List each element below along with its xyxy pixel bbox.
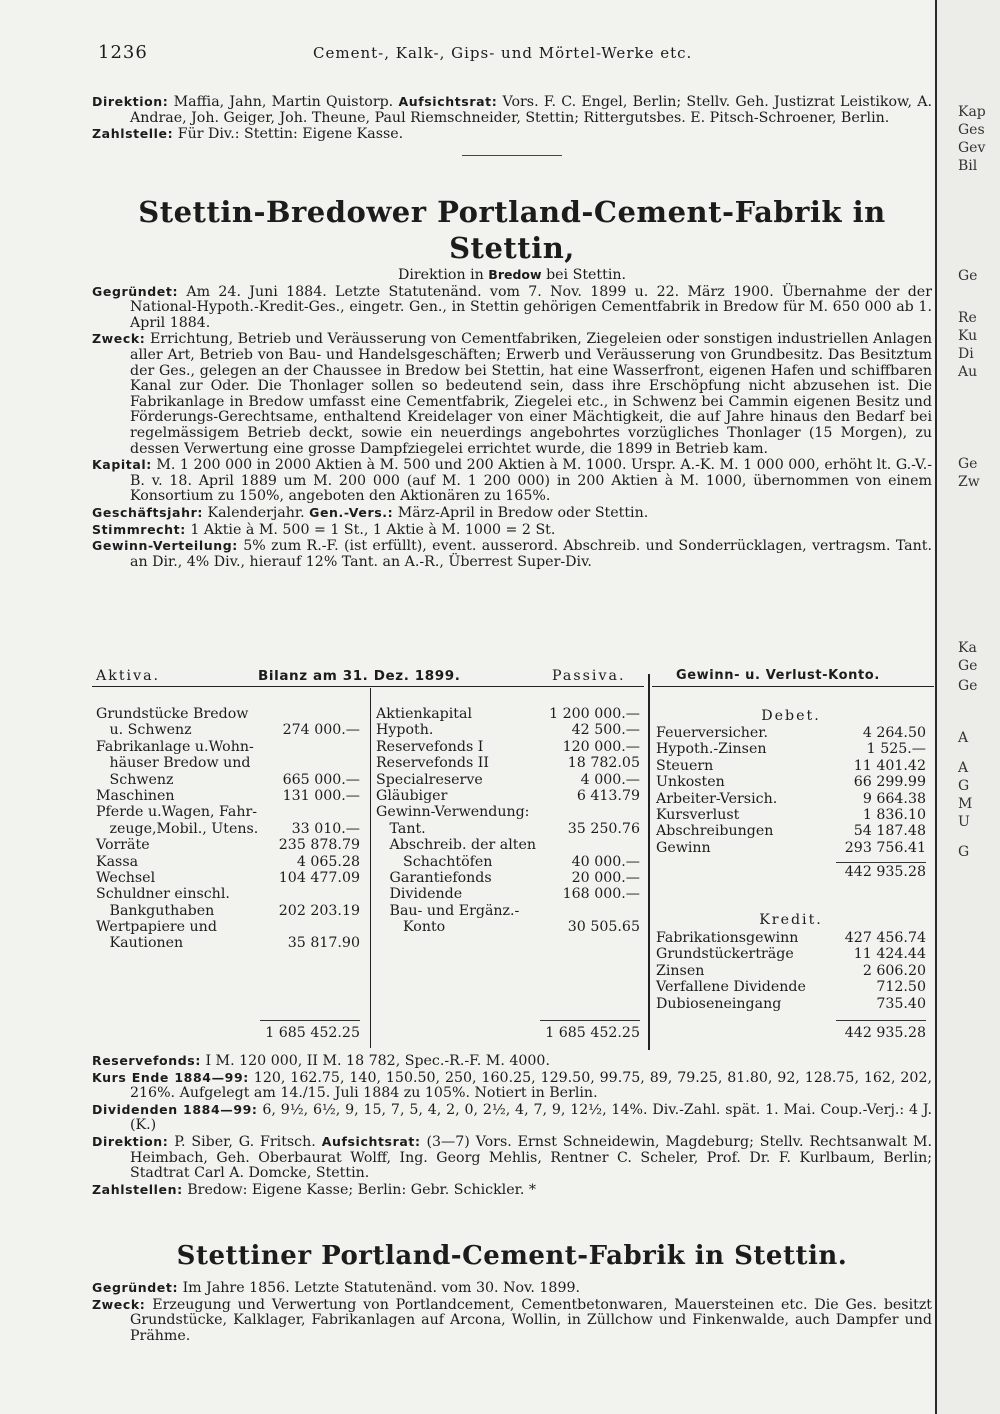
debet-column: [656, 725, 926, 856]
passiva-row-value: 168 000.—: [562, 886, 640, 903]
gegruendet-text: Am 24. Juni 1884. Letzte Statutenänd. vom 7. Nov. 1899 u. 22. März 1900. Übernahme der der National-Hypoth.-Kredit-Ges., eingetr. Gen., in Stettin gehörigen Cementfabrik in Bredow für M. 650 000 ab 1. April 1884.: [130, 283, 932, 331]
prev-zahlstelle-paragraph: [92, 126, 932, 143]
aktiva-row-label: u. Schwenz: [96, 722, 192, 739]
kredit-row-label: Grundstückerträge: [656, 946, 794, 963]
edge-fragment: Ges: [958, 122, 985, 138]
debet-row: [656, 791, 926, 807]
balance-title: Bilanz am 31. Dez. 1899.: [258, 668, 461, 684]
running-title: Cement-, Kalk-, Gips- und Mörtel-Werke etc.: [313, 44, 693, 62]
debet-total: 442 935.28: [844, 864, 926, 880]
debet-row-value: 54 187.48: [853, 823, 926, 840]
kredit-row-label: Fabrikationsgewinn: [656, 930, 799, 946]
aktiva-row: [96, 837, 360, 853]
edge-fragment: Gev: [958, 140, 986, 156]
kredit-row: [656, 963, 926, 979]
debet-row-value: 11 401.42: [853, 757, 926, 774]
kapital-text: M. 1 200 000 in 2000 Aktien à M. 500 und 200 Aktien à M. 1000. Urspr. A.-K. M. 1 000 000, erhöht lt. G.-V.-B. v. 18. April 1889 um M. 200 000 (auf M. 1 200 000) in 200 Aktien à M. 1000, übernommen von einem Konsortium zu 150%, angeboten den Aktionären zu 165%.: [130, 457, 932, 505]
edge-fragment: G: [958, 778, 970, 794]
aktiva-row-label: Bankguthaben: [96, 902, 215, 919]
edge-fragment: U: [958, 814, 970, 830]
debet-row-value: 66 299.99: [853, 774, 926, 791]
passiva-row-value: 6 413.79: [576, 787, 640, 804]
aktiva-row-value: 35 817.90: [287, 935, 360, 952]
geschaeftsjahr-paragraph: [92, 505, 932, 522]
kredit-row-value: 427 456.74: [844, 930, 926, 946]
aktiva-row: [96, 739, 360, 755]
aktiva-column: [96, 706, 360, 952]
gegruendet-label: Gegründet:: [92, 283, 179, 299]
debet-row-value: 4 264.50: [862, 725, 926, 741]
company2-title: Stettiner Portland-Cement-Fabrik in Stettin.: [176, 1241, 848, 1271]
aktiva-row: [96, 804, 360, 820]
debet-row: [656, 823, 926, 839]
aktiva-row-label: Kautionen: [96, 935, 184, 952]
gv-konto-title: Gewinn- u. Verlust-Konto.: [676, 668, 880, 683]
passiva-row-label: Dividende: [376, 886, 463, 903]
debet-row-value: 293 756.41: [844, 839, 926, 856]
direktion-text: P. Siber, G. Fritsch.: [168, 1133, 322, 1150]
passiva-row-label: Konto: [376, 919, 446, 936]
edge-fragment: G: [958, 844, 970, 860]
company2-zweck-paragraph: [92, 1297, 932, 1345]
edge-fragment: Ka: [958, 640, 977, 656]
prev-direktion-paragraph: [92, 94, 932, 126]
kredit-total: 442 935.28: [844, 1025, 926, 1041]
aktiva-row: [96, 772, 360, 788]
dividenden-label: Dividenden 1884—99:: [92, 1101, 258, 1117]
passiva-row-label: Reservefonds I: [376, 738, 484, 755]
passiva-row-value: 1 200 000.—: [549, 706, 640, 722]
edge-fragment: A: [958, 760, 969, 776]
debet-row: [656, 807, 926, 823]
passiva-row: [376, 919, 640, 935]
debet-row-value: 9 664.38: [862, 790, 926, 807]
passiva-row-label: Garantiefonds: [376, 869, 492, 886]
prev-aufsichtsrat-label: Aufsichtsrat:: [398, 94, 498, 109]
gv-header-rule: [652, 686, 934, 687]
passiva-row-value: 120 000.—: [562, 738, 640, 755]
aktiva-row-label: Pferde u.Wagen, Fahr-: [96, 804, 258, 821]
aktiva-row-label: zeuge,Mobil., Utens.: [96, 820, 259, 837]
passiva-row-label: Abschreib. der alten: [376, 837, 537, 854]
aktiva-passiva-divider: [370, 688, 371, 1048]
kredit-label: Kredit.: [759, 912, 823, 928]
gewinnverteilung-label: Gewinn-Verteilung:: [92, 538, 238, 554]
aktiva-row-value: 33 010.—: [291, 820, 360, 837]
edge-fragment: Au: [958, 364, 978, 380]
passiva-row: [376, 903, 640, 919]
passiva-total: 1 685 452.25: [545, 1025, 640, 1041]
aktiva-total-row: [96, 1025, 360, 1041]
passiva-label: Passiva.: [552, 668, 626, 684]
passiva-row-value: 20 000.—: [571, 869, 640, 886]
edge-fragment: Ge: [958, 678, 978, 694]
debet-row-label: Abschreibungen: [656, 823, 774, 840]
debet-total-row: [656, 864, 926, 880]
gewinnverteilung-paragraph: [92, 538, 932, 570]
passiva-row: [376, 804, 640, 820]
passiva-row-value: 42 500.—: [571, 722, 640, 739]
aktiva-row: [96, 886, 360, 902]
aktiva-row-label: Vorräte: [96, 837, 150, 854]
kredit-total-row: [656, 1025, 926, 1041]
balance-notes: [92, 1053, 932, 1198]
debet-row-value: 1 836.10: [862, 806, 926, 823]
prev-direktion-text: Maffia, Jahn, Martin Quistorp.: [168, 94, 394, 110]
company2-zweck-text: Erzeugung und Verwertung von Portlandcement, Cementbetonwaren, Mauersteinen etc. Die Ges. besitzt Grundstücke, Kalklager, Fabrikanlagen auf Arcona, Wollin, in Züllchow und Finkenwalde, auch Dampfer und Prähme.: [130, 1296, 932, 1344]
genvers-text: März-April in Bredow oder Stettin.: [393, 504, 649, 521]
company2-gegruendet-paragraph: [92, 1280, 932, 1297]
company-entry-stettiner: [92, 1240, 932, 1344]
aktiva-row: [96, 706, 360, 722]
aktiva-row: [96, 903, 360, 919]
aktiva-row-label: Schwenz: [96, 771, 174, 788]
debet-row-label: Arbeiter-Versich.: [656, 790, 778, 807]
prev-direktion-label: Direktion:: [92, 94, 169, 109]
aktiva-row-label: Fabrikanlage u.Wohn-: [96, 738, 254, 755]
stimmrecht-label: Stimmrecht:: [92, 521, 186, 537]
kredit-row: [656, 996, 926, 1012]
balance-gv-divider: [648, 674, 650, 1050]
passiva-row: [376, 772, 640, 788]
aktiva-row-value: 131 000.—: [282, 787, 360, 804]
subtitle-location: Bredow: [488, 267, 542, 282]
kredit-row-value: 2 606.20: [862, 962, 926, 979]
passiva-row-label: Reservefonds II: [376, 755, 489, 772]
edge-fragment: A: [958, 730, 969, 746]
aktiva-row-label: Grundstücke Bredow: [96, 706, 249, 722]
kredit-row: [656, 930, 926, 946]
zahlstellen-label: Zahlstellen:: [92, 1181, 183, 1197]
aktiva-sum-rule: [260, 1020, 360, 1021]
edge-fragment: Ge: [958, 456, 978, 472]
passiva-row-label: Schachtöfen: [376, 853, 493, 870]
aktiva-row-label: Wechsel: [96, 869, 156, 886]
aktiva-row-value: 4 065.28: [296, 853, 360, 870]
passiva-row-value: 4 000.—: [580, 771, 640, 788]
reservefonds-label: Reservefonds:: [92, 1053, 201, 1068]
debet-row-label: Kursverlust: [656, 806, 740, 823]
aktiva-row-label: häuser Bredow und: [96, 755, 251, 772]
passiva-row-value: 18 782.05: [567, 755, 640, 772]
passiva-row: [376, 788, 640, 804]
aktiva-row-value: 235 878.79: [278, 837, 360, 854]
passiva-row: [376, 821, 640, 837]
passiva-row-label: Tant.: [376, 820, 426, 837]
company-subtitle: [92, 267, 932, 284]
debet-row: [656, 741, 926, 757]
passiva-row: [376, 706, 640, 722]
passiva-row-label: Hypoth.: [376, 722, 434, 739]
gegruendet-paragraph: [92, 284, 932, 332]
debet-label: Debet.: [761, 708, 821, 724]
aktiva-row: [96, 755, 360, 771]
kredit-row-label: Zinsen: [656, 962, 705, 979]
running-header: [98, 42, 928, 64]
kurs-label: Kurs Ende 1884—99:: [92, 1069, 249, 1085]
direktion-paragraph: [92, 1134, 932, 1182]
aufsichtsrat-text: (3—7) Vors. Ernst Schneidewin, Magdeburg; Stellv. Rechtsanwalt M. Heimbach, Geh. Oberbaurat Wolff, Ing. Georg Mehlis, Rentner C. Scheler, Prof. Dr. F. Kurlbaum, Berlin; Stadtrat Carl A. Domcke, Stettin.: [130, 1133, 932, 1182]
kredit-row: [656, 979, 926, 995]
kapital-label: Kapital:: [92, 457, 152, 473]
separator-rule: [462, 155, 562, 156]
debet-row-label: Gewinn: [656, 839, 711, 856]
gewinnverteilung-text: 5% zum R.-F. (ist erfüllt), event. ausserord. Abschreib. und Sonderrücklagen, vertragsm. Tant. an Dir., 4% Div., hierauf 12% Tant. an A.-R., Überrest Super-Div.: [130, 538, 932, 570]
balance-sheet: [92, 668, 934, 1054]
edge-fragment: Bil: [958, 158, 978, 174]
dividenden-paragraph: [92, 1102, 932, 1134]
balance-header-rule: [92, 686, 644, 687]
edge-fragment: Zw: [958, 474, 980, 490]
zweck-text: Errichtung, Betrieb und Veräusserung von Cementfabriken, Ziegeleien oder sonstigen industriellen Anlagen aller Art, Betrieb von Bau- und Handelsgeschäften; Erwerb und Veräusserung von Grundbesitz. Das Besitztum der Ges., gelegen an der Chaussee in Bredow bei Stettin, hat eine Wasserfront, eigenen Hafen und schiffbaren Kanal zur Oder. Die Thonlager sollen so bedeutend sein, dass ihre Erschöpfung nicht abzusehen ist. Die Fabrikanlage in Bredow umfasst eine Cementfabrik, Ziegelei etc., in Schwenz bei Cammin eigenen Besitz und Förderungs-Gerechtsame, enthaltend Kreidelager von einer Mächtigkeit, die auf Jahre hinaus den Bedarf bei regelmässigem Betrieb deckt, sowie ein neuerdings angebohrtes vorzügliches Thonlager (15 Morgen), zu dessen Verwertung eine grosse Dampfziegelei errichtet wurde, die 1899 in Betrieb kam.: [130, 331, 932, 457]
aktiva-row-value: 104 477.09: [278, 869, 360, 886]
aktiva-row: [96, 788, 360, 804]
kredit-row-value: 11 424.44: [853, 946, 926, 963]
debet-row-label: Feuerversicher.: [656, 725, 769, 741]
adjacent-page-edge: [935, 0, 1000, 1414]
reservefonds-paragraph: [92, 1053, 932, 1070]
passiva-row-label: Aktienkapital: [376, 706, 472, 722]
prev-zahlstelle-label: Zahlstelle:: [92, 126, 174, 142]
prev-zahlstelle-text: Für Div.: Stettin: Eigene Kasse.: [173, 126, 404, 143]
passiva-row: [376, 854, 640, 870]
prev-aufsichtsrat-text: Vors. F. C. Engel, Berlin; Stellv. Geh. Justizrat Leistikow, A. Andrae, Joh. Geiger, Joh. Theune, Paul Riemschneider, Stettin; Rittergutsbes. E. Pitsch-Schroener, Berlin.: [130, 94, 932, 126]
edge-fragment: Ge: [958, 268, 978, 284]
edge-fragment: Ku: [958, 328, 978, 344]
aktiva-row-value: 202 203.19: [278, 902, 360, 919]
aktiva-row-label: Wertpapiere und: [96, 919, 217, 936]
subtitle-pre: Direktion in: [397, 267, 489, 283]
company-title: Stettin-Bredower Portland-Cement-Fabrik in Stettin,: [138, 195, 886, 265]
aktiva-row: [96, 870, 360, 886]
company2-gegruendet-text: Im Jahre 1856. Letzte Statutenänd. vom 30. Nov. 1899.: [178, 1280, 581, 1296]
kredit-column: [656, 930, 926, 1012]
zweck-paragraph: [92, 331, 932, 457]
passiva-row-value: 30 505.65: [567, 919, 640, 936]
passiva-row-value: 35 250.76: [567, 820, 640, 837]
passiva-row-label: Gläubiger: [376, 787, 448, 804]
passiva-row: [376, 722, 640, 738]
aufsichtsrat-label: Aufsichtsrat:: [321, 1133, 421, 1149]
kredit-row-value: 712.50: [876, 979, 926, 996]
geschaeftsjahr-label: Geschäftsjahr:: [92, 504, 203, 520]
company2-zweck-label: Zweck:: [92, 1296, 146, 1312]
company-entry-bredower: [92, 194, 932, 570]
aktiva-row: [96, 935, 360, 951]
debet-row: [656, 774, 926, 790]
aktiva-total: 1 685 452.25: [265, 1025, 360, 1041]
company2-gegruendet-label: Gegründet:: [92, 1280, 179, 1295]
kurs-text: 120, 162.75, 140, 150.50, 250, 160.25, 129.50, 99.75, 89, 79.25, 81.80, 92, 128.75, 162, 202, 216%. Aufgelegt am 14./15. Juli 1884 zu 105%. Notiert in Berlin.: [130, 1069, 932, 1102]
passiva-row-label: Gewinn-Verwendung:: [376, 804, 530, 821]
passiva-row: [376, 755, 640, 771]
passiva-sum-rule: [540, 1020, 640, 1021]
genvers-label: Gen.-Vers.:: [309, 504, 394, 520]
passiva-row: [376, 837, 640, 853]
debet-row: [656, 840, 926, 856]
page-number: 1236: [98, 42, 148, 63]
zahlstellen-paragraph: [92, 1182, 932, 1199]
kredit-row-label: Verfallene Dividende: [656, 979, 806, 996]
debet-row-value: 1 525.—: [866, 741, 926, 758]
kredit-row-label: Dubioseneingang: [656, 995, 782, 1012]
passiva-row: [376, 886, 640, 902]
edge-fragment: Ge: [958, 658, 978, 674]
zweck-label: Zweck:: [92, 331, 146, 347]
edge-fragment: M: [958, 796, 973, 812]
kredit-sum-rule: [836, 1020, 926, 1021]
debet-row-label: Steuern: [656, 757, 714, 774]
direktion-label: Direktion:: [92, 1133, 169, 1149]
kredit-row: [656, 946, 926, 962]
debet-sum-rule: [836, 862, 926, 863]
passiva-row: [376, 739, 640, 755]
passiva-column: [376, 706, 640, 935]
kurs-paragraph: [92, 1070, 932, 1102]
zahlstellen-text: Bredow: Eigene Kasse; Berlin: Gebr. Schickler. *: [182, 1181, 536, 1198]
debet-row: [656, 725, 926, 741]
passiva-row-label: Bau- und Ergänz.-: [376, 902, 520, 919]
aktiva-row: [96, 919, 360, 935]
dividenden-text: 6, 9½, 6½, 9, 15, 7, 5, 4, 2, 0, 2½, 4, 7, 9, 12½, 14%. Div.-Zahl. spät. 1. Mai. Coup.-Verj.: 4 J. (K.): [130, 1101, 932, 1134]
aktiva-row: [96, 854, 360, 870]
stimmrecht-paragraph: [92, 522, 932, 539]
edge-fragment: Di: [958, 346, 974, 362]
aktiva-row-value: 274 000.—: [282, 722, 360, 739]
passiva-row-label: Specialreserve: [376, 771, 483, 788]
kapital-paragraph: [92, 457, 932, 505]
aktiva-row: [96, 722, 360, 738]
aktiva-label: Aktiva.: [96, 668, 161, 684]
aktiva-row-value: 665 000.—: [282, 771, 360, 788]
passiva-row: [376, 870, 640, 886]
debet-row-label: Hypoth.-Zinsen: [656, 741, 767, 758]
passiva-row-value: 40 000.—: [571, 853, 640, 870]
aktiva-row: [96, 821, 360, 837]
debet-row-label: Unkosten: [656, 774, 725, 791]
geschaeftsjahr-text: Kalenderjahr.: [202, 504, 310, 521]
aktiva-row-label: Maschinen: [96, 787, 175, 804]
aktiva-row-label: Kassa: [96, 853, 139, 870]
previous-entry: [92, 94, 932, 156]
edge-fragment: Kap: [958, 104, 986, 120]
stimmrecht-text: 1 Aktie à M. 500 = 1 St., 1 Aktie à M. 1000 = 2 St.: [185, 521, 556, 538]
subtitle-post: bei Stettin.: [541, 267, 627, 283]
reservefonds-text: I M. 120 000, II M. 18 782, Spec.-R.-F. M. 4000.: [200, 1053, 550, 1069]
debet-row: [656, 758, 926, 774]
edge-fragment: Re: [958, 310, 977, 326]
aktiva-row-label: Schuldner einschl.: [96, 886, 230, 903]
passiva-total-row: [376, 1025, 640, 1041]
kredit-row-value: 735.40: [876, 995, 926, 1012]
